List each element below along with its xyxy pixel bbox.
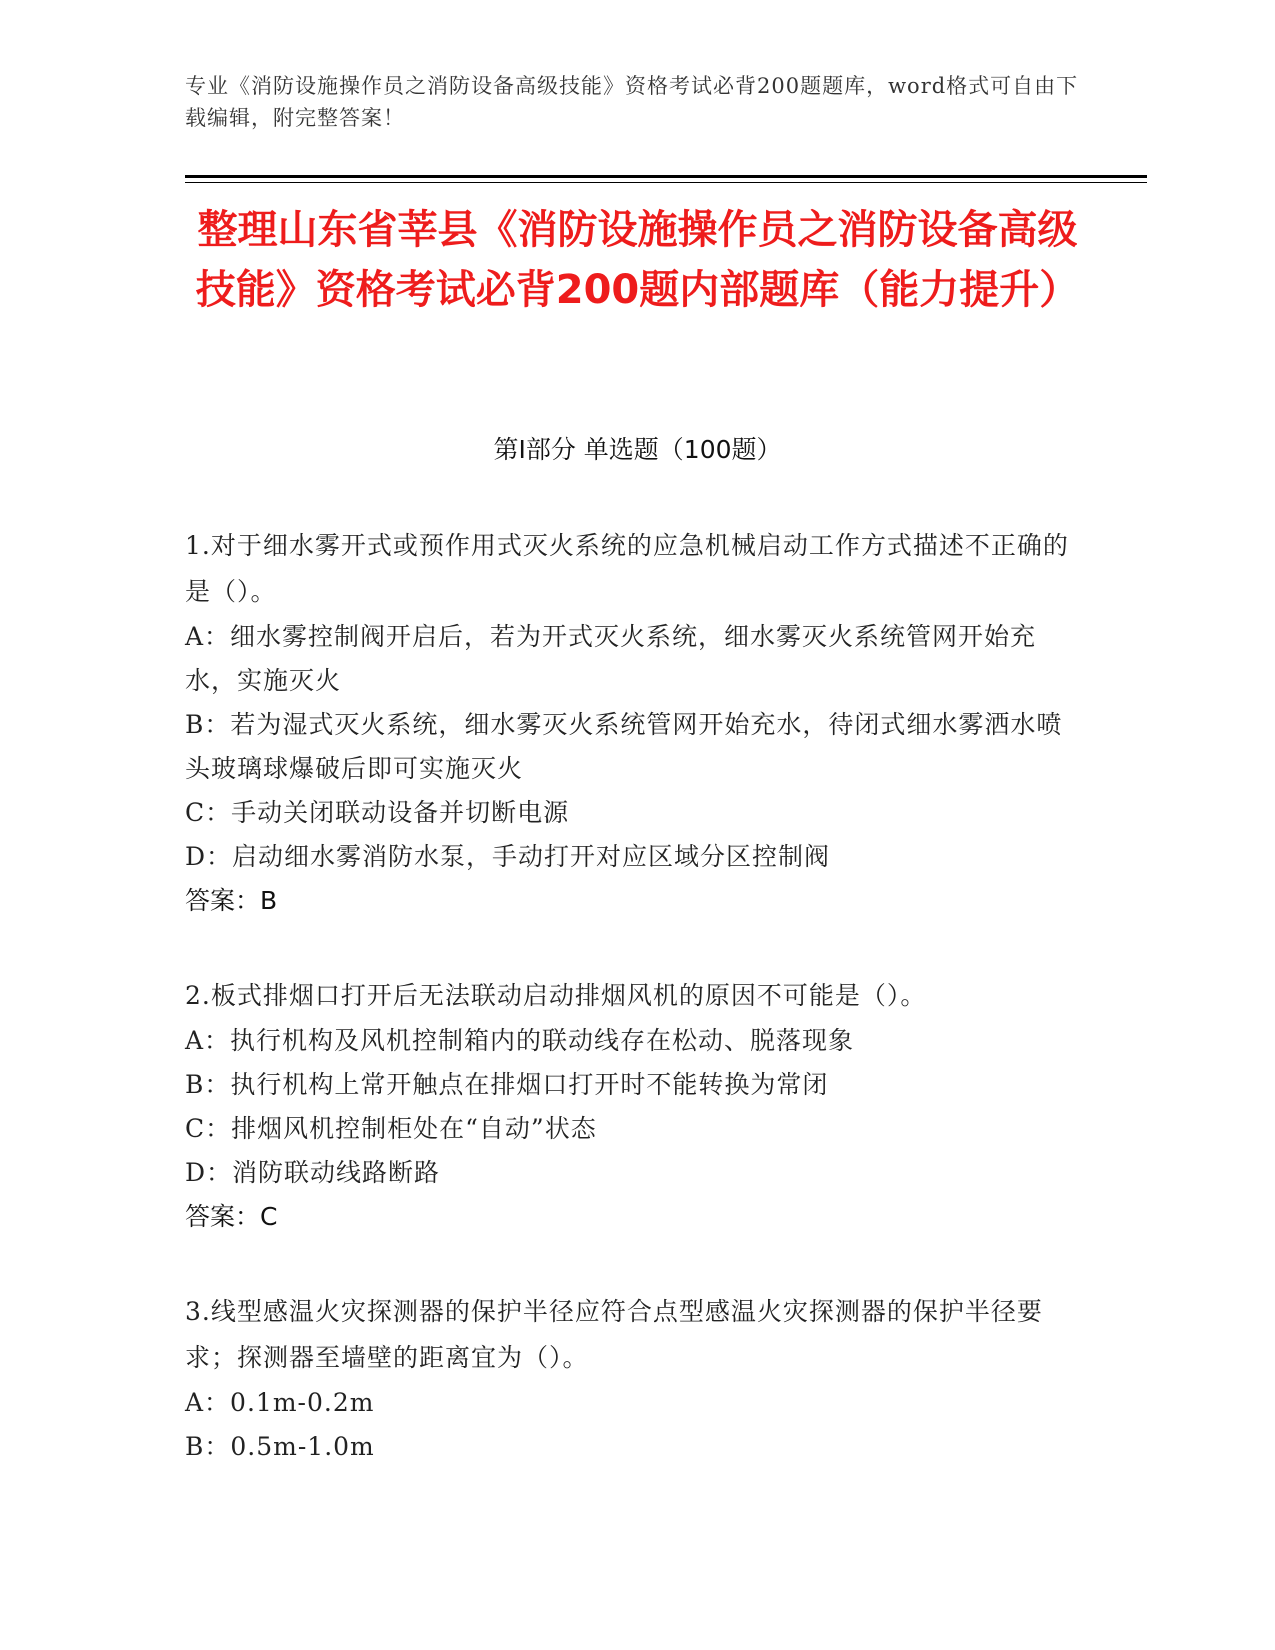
question-stem: 1.对于细水雾开式或预作用式灭火系统的应急机械启动工作方式描述不正确的是（）。 xyxy=(185,531,1069,606)
option-c: C：手动关闭联动设备并切断电源 xyxy=(185,798,570,827)
header-divider-thick xyxy=(185,175,1147,178)
option-d: D：启动细水雾消防水泵，手动打开对应区域分区控制阀 xyxy=(185,842,831,871)
header-note: 专业《消防设施操作员之消防设备高级技能》资格考试必背200题题库，word格式可自由下载编辑，附完整答案！ xyxy=(185,74,1079,130)
option-a: A：细水雾控制阀开启后，若为开式灭火系统，细水雾灭火系统管网开始充水，实施灭火 xyxy=(185,622,1037,695)
section-heading: 第Ⅰ部分 单选题（100题） xyxy=(493,435,782,464)
option-b: B：若为湿式灭火系统，细水雾灭火系统管网开始充水，待闭式细水雾洒水喷头玻璃球爆破后即可实施灭火 xyxy=(185,710,1063,783)
document-title: 整理山东省莘县《消防设施操作员之消防设备高级技能》资格考试必背200题内部题库（能力提升） xyxy=(195,207,1080,313)
question-stem: 3.线型感温火灾探测器的保护半径应符合点型感温火灾探测器的保护半径要求；探测器至墙壁的距离宜为（）。 xyxy=(185,1297,1043,1372)
question-item xyxy=(185,523,1085,923)
question-item xyxy=(185,1289,1085,1469)
option-b: B：0.5m-1.0m xyxy=(185,1432,375,1461)
answer-line: 答案：B xyxy=(185,886,278,915)
option-a: A：执行机构及风机控制箱内的联动线存在松动、脱落现象 xyxy=(185,1026,855,1055)
option-a: A：0.1m-0.2m xyxy=(185,1388,375,1417)
option-d: D：消防联动线路断路 xyxy=(185,1158,441,1187)
header-divider-thin xyxy=(185,182,1147,183)
option-b: B：执行机构上常开触点在排烟口打开时不能转换为常闭 xyxy=(185,1070,829,1099)
option-c: C：排烟风机控制柜处在“自动”状态 xyxy=(185,1114,597,1143)
answer-line: 答案：C xyxy=(185,1202,278,1231)
question-stem: 2.板式排烟口打开后无法联动启动排烟风机的原因不可能是（）。 xyxy=(185,981,927,1010)
question-list xyxy=(185,523,1085,1519)
question-item xyxy=(185,973,1085,1239)
